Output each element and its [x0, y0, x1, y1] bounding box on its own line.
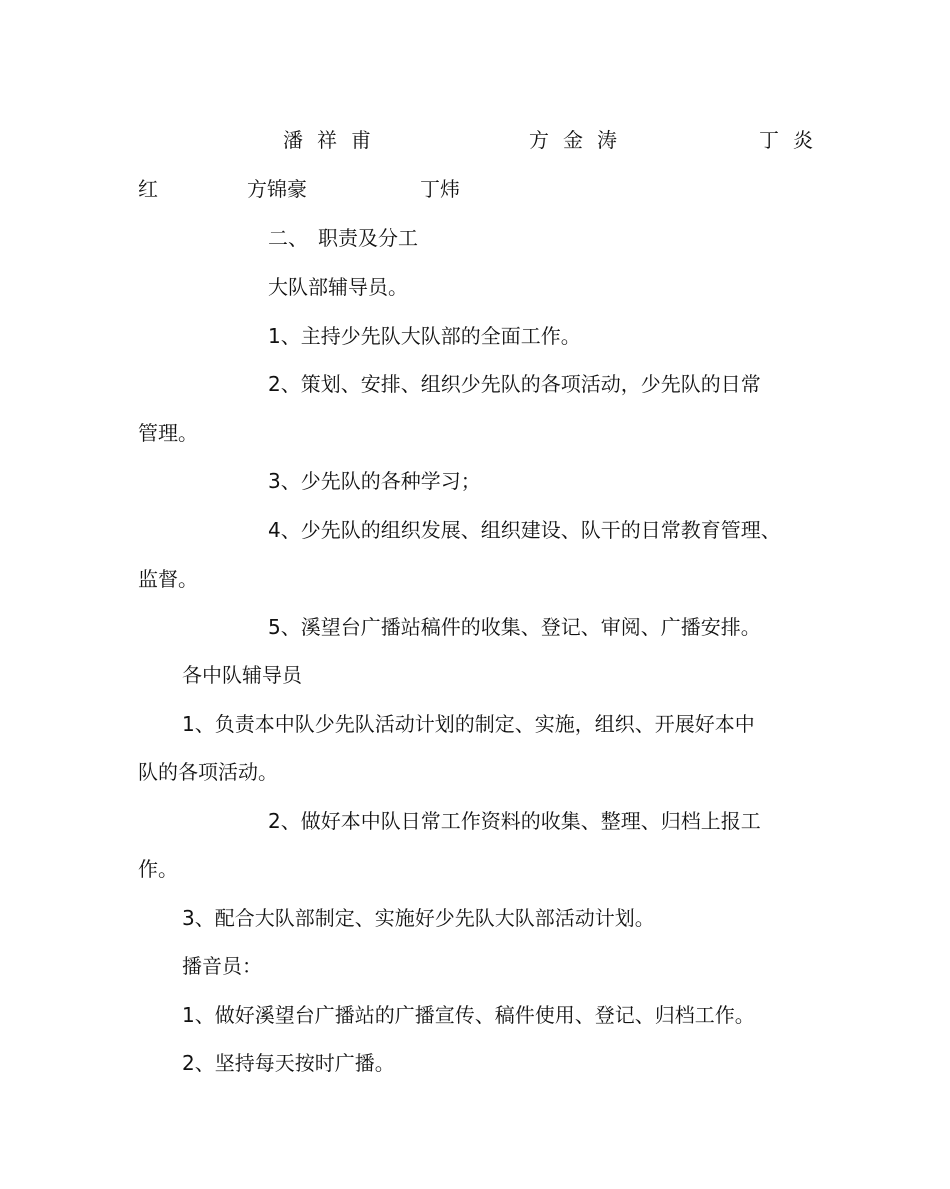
brigade-duty-4-line-1: 4、少先队的组织发展、组织建设、队干的日常教育管理、 [268, 518, 781, 542]
brigade-duty-5: 5、溪望台广播站稿件的收集、登记、审阅、广播安排。 [268, 615, 761, 639]
squadron-duty-3: 3、配合大队部制定、实施好少先队大队部活动计划。 [182, 906, 655, 930]
section-heading: 二、 职责及分工 [268, 226, 418, 250]
squadron-duty-2-line-1: 2、做好本中队日常工作资料的收集、整理、归档上报工 [268, 809, 761, 833]
brigade-duty-2-line-2: 管理。 [138, 421, 198, 445]
announcer-duty-2: 2、坚持每天按时广播。 [182, 1051, 395, 1075]
brigade-duty-4-line-2: 监督。 [138, 567, 198, 591]
name-1: 潘祥甫 [283, 128, 385, 152]
brigade-duty-2-line-1: 2、策划、安排、组织少先队的各项活动，少先队的日常 [268, 372, 761, 396]
brigade-counselor-title: 大队部辅导员。 [268, 275, 408, 299]
name-5: 丁炜 [420, 177, 460, 201]
announcer-duty-1: 1、做好溪望台广播站的广播宣传、稿件使用、登记、归档工作。 [182, 1003, 755, 1027]
name-3-end: 红 [138, 177, 158, 201]
name-4: 方锦豪 [247, 177, 307, 201]
squadron-duty-1-line-2: 队的各项活动。 [138, 760, 278, 784]
squadron-counselor-title: 各中队辅导员 [182, 663, 302, 687]
brigade-duty-3: 3、少先队的各种学习； [268, 469, 481, 493]
squadron-duty-2-line-2: 作。 [138, 857, 178, 881]
name-2: 方金涛 [529, 128, 631, 152]
squadron-duty-1-line-1: 1、负责本中队少先队活动计划的制定、实施，组织、开展好本中 [182, 712, 755, 736]
name-3-start: 丁炎 [759, 128, 827, 152]
announcer-title: 播音员： [182, 954, 262, 978]
brigade-duty-1: 1、主持少先队大队部的全面工作。 [268, 324, 581, 348]
